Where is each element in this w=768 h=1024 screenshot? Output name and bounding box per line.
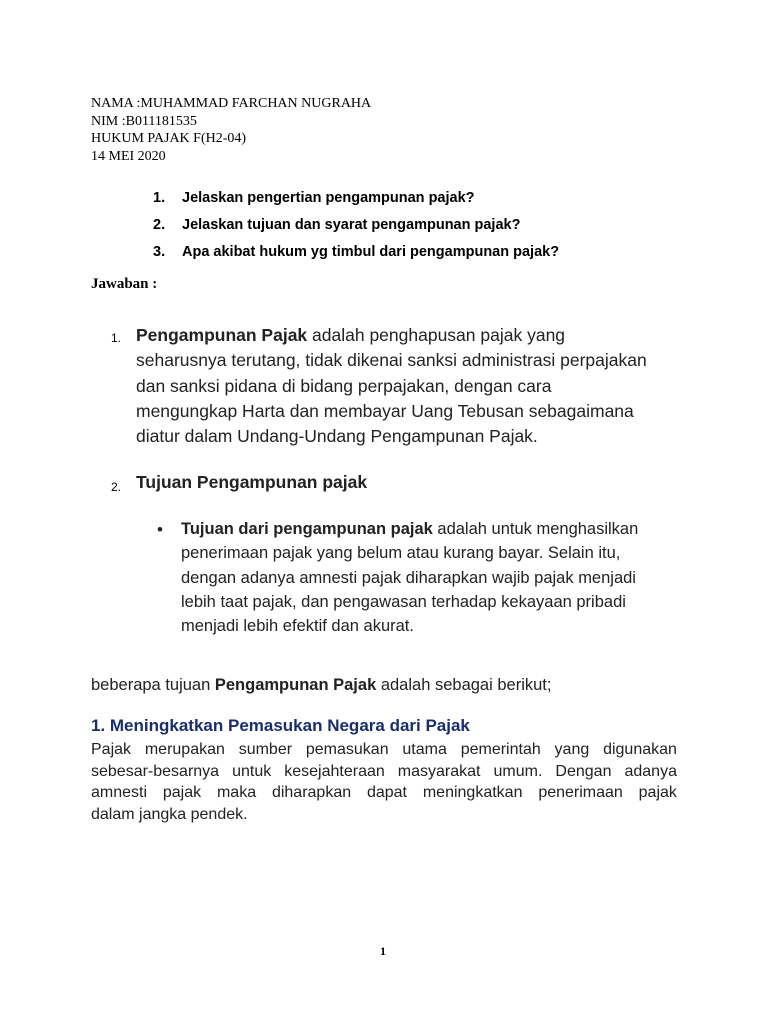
bullet-line: menjadi lebih efektif dan akurat. <box>181 617 414 636</box>
word: maka <box>216 784 257 802</box>
answer2-bullet-paragraph <box>181 517 638 638</box>
bullet-line: penerimaan pajak yang belum atau kurang bayar. Selain itu, <box>181 544 621 563</box>
question-item <box>153 239 559 266</box>
document-date: 14 MEI 2020 <box>91 148 166 164</box>
answer1-line: dan sanksi pidana di bidang perpajakan, dengan cara <box>136 375 552 396</box>
question-list <box>153 185 559 266</box>
word: sebesar-besarnya <box>91 762 220 780</box>
question-number: 1. <box>153 190 166 206</box>
intro-term: Pengampunan Pajak <box>214 676 377 694</box>
word: untuk <box>232 762 272 780</box>
word: umum. <box>493 762 543 780</box>
bullet-line: Tujuan dari pengampunan pajak adalah untuk menghasilkan <box>181 520 639 538</box>
word: meningkatkan <box>422 784 523 802</box>
answer1-term: Pengampunan Pajak <box>136 325 308 345</box>
question-text: Jelaskan tujuan dan syarat pengampunan pajak? <box>182 217 521 233</box>
answer1-line: mengungkap Harta dan membayar Uang Tebusan sebagaimana <box>136 400 634 421</box>
word: dapat <box>366 784 407 802</box>
word: kesejahteraan <box>284 762 385 780</box>
course-name: HUKUM PAJAK F(H2-04) <box>91 131 247 146</box>
word: Pajak <box>91 741 132 758</box>
section1-paragraph <box>91 739 677 826</box>
answer1-line: Pengampunan Pajak adalah penghapusan pajak yang <box>136 325 566 345</box>
word: diharapkan <box>271 784 352 802</box>
word: yang <box>554 741 590 758</box>
question-text: Jelaskan pengertian pengampunan pajak? <box>182 190 475 206</box>
answer1-number: 1. <box>111 331 122 345</box>
bullet-term: Tujuan dari pengampunan pajak <box>181 520 433 538</box>
word: merupakan <box>144 741 225 758</box>
section1-line <box>91 782 677 804</box>
question-item <box>153 212 559 239</box>
answer2-number: 2. <box>111 480 122 494</box>
word: utama <box>402 741 447 758</box>
word: amnesti <box>91 784 148 802</box>
word: sumber <box>238 741 293 758</box>
answer1-line: seharusnya terutang, tidak dikenai sanksi administrasi perpajakan <box>136 350 647 371</box>
question-item <box>153 185 559 212</box>
bullet-line: lebih taat pajak, dan pengawasan terhadap kekayaan pribadi <box>181 592 626 611</box>
answer2-heading: Tujuan Pengampunan pajak <box>136 472 368 492</box>
word: Dengan <box>555 762 612 780</box>
goals-intro: beberapa tujuan Pengampunan Pajak adalah sebagai berikut; <box>91 676 552 694</box>
word: pajak <box>162 784 202 802</box>
student-name: NAMA :MUHAMMAD FARCHAN NUGRAHA <box>91 96 372 111</box>
word: pemerintah <box>460 741 541 758</box>
section1-line: dalam jangka pendek. <box>91 806 248 824</box>
word: pemasukan <box>305 741 389 758</box>
question-number: 2. <box>153 217 166 233</box>
section1-line <box>91 761 677 783</box>
word: penerimaan <box>538 784 623 802</box>
section1-title: 1. Meningkatkan Pemasukan Negara dari Pajak <box>91 716 470 735</box>
word: masyarakat <box>397 762 481 780</box>
answer1-paragraph <box>136 323 696 449</box>
student-nim: NIM :B011181535 <box>91 113 197 129</box>
answer1-line: diatur dalam Undang-Undang Pengampunan Pajak. <box>136 426 538 447</box>
section1-line <box>91 739 677 761</box>
bullet-icon: • <box>157 520 163 539</box>
bullet-line: dengan adanya amnesti pajak diharapkan wajib pajak menjadi <box>181 568 636 587</box>
word: digunakan <box>603 741 677 758</box>
page-number: 1 <box>380 944 386 958</box>
word: pajak <box>638 784 677 802</box>
word: adanya <box>624 762 677 780</box>
question-number: 3. <box>153 244 166 260</box>
question-text: Apa akibat hukum yg timbul dari pengampunan pajak? <box>182 244 560 260</box>
answers-heading: Jawaban : <box>91 276 158 292</box>
student-header <box>91 95 371 165</box>
